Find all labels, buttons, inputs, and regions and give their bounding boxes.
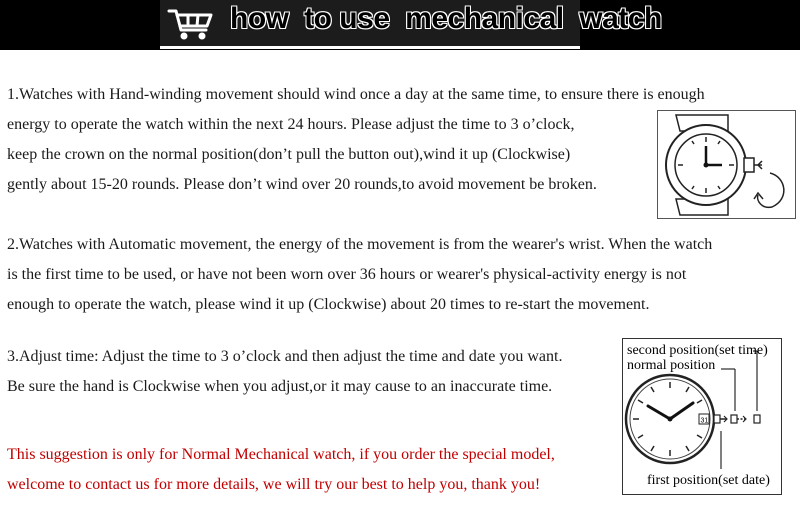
- watch-crown-winding-icon: [658, 111, 795, 218]
- date-window-text: 31: [700, 417, 709, 425]
- page-title: how to use mechanical watch: [230, 2, 662, 35]
- crown-position-diagram: [622, 338, 782, 495]
- note-line-2: welcome to contact us for more details, we will try our best to help you, thank you!: [7, 476, 541, 493]
- first-position-label: first position(set date): [647, 473, 770, 488]
- section3-line-2: Be sure the hand is Clockwise when you adjust,or it may cause to an inaccurate time.: [7, 378, 553, 395]
- section1-line-3: keep the crown on the normal position(don’t pull the button out),wind it up (Clockwise): [7, 146, 571, 163]
- normal-position-label: normal position: [627, 358, 716, 373]
- note-line-1: This suggestion is only for Normal Mechanical watch, if you order the special model,: [7, 446, 555, 463]
- section2-line-3: enough to operate the watch, please wind it up (Clockwise) about 20 times to re-start the movement.: [7, 296, 650, 313]
- hand-winding-illustration: [657, 110, 796, 219]
- header-banner: [0, 0, 800, 50]
- section1-line-4: gently about 15-20 rounds. Please don’t wind over 20 rounds,to avoid movement be broken.: [7, 176, 597, 193]
- section1-line-2: energy to operate the watch within the next 24 hours. Please adjust the time to 3 o’clock,: [7, 116, 575, 133]
- section1-line-1: 1.Watches with Hand-winding movement should wind once a day at the same time, to ensure there is enough: [7, 86, 705, 103]
- section3-line-1: 3.Adjust time: Adjust the time to 3 o’clock and then adjust the time and date you want.: [7, 348, 563, 365]
- section2-line-1: 2.Watches with Automatic movement, the energy of the movement is from the wearer's wrist. When the watch: [7, 236, 713, 253]
- second-position-label: second position(set time): [627, 343, 768, 358]
- section2-line-2: is the first time to be used, or have not been worn over 36 hours or wearer's physical-activity energy is not: [7, 266, 687, 283]
- shopping-cart-icon: [166, 6, 216, 42]
- watch-dial-icon: [623, 339, 781, 469]
